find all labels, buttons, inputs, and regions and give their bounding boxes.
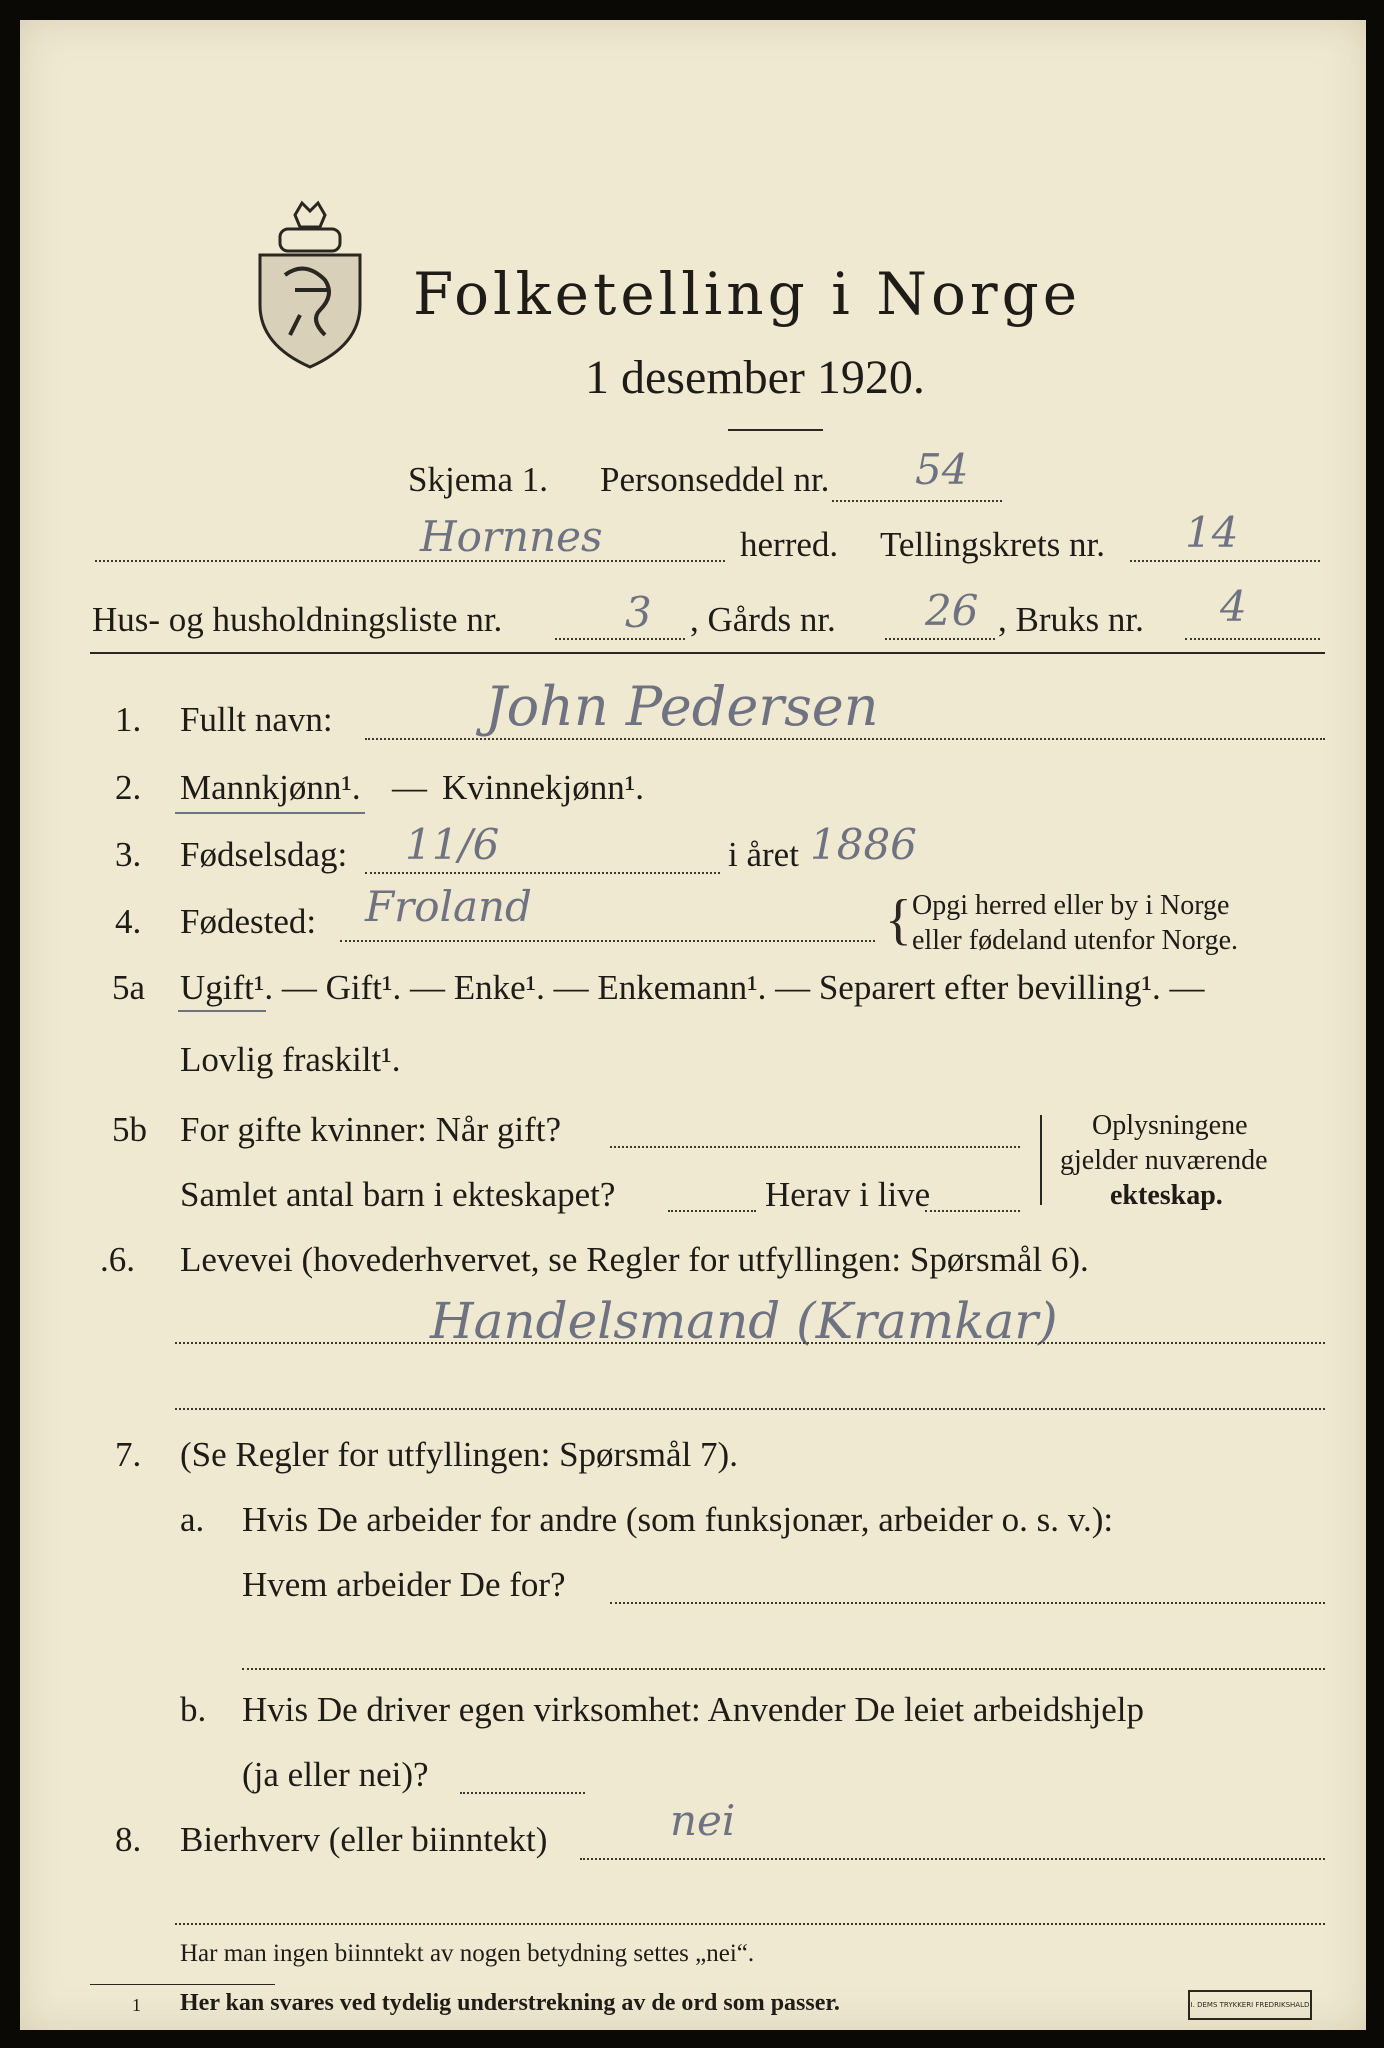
personseddel-value[interactable]: 54: [915, 445, 969, 494]
q3-year-label: i året: [728, 835, 799, 874]
q3-year-value[interactable]: 1886: [810, 820, 917, 869]
q2-dash: —: [392, 768, 427, 807]
q4-note-line1: Opgi herred eller by i Norge: [912, 890, 1230, 921]
gards-label: , Gårds nr.: [690, 600, 836, 639]
q5b-note-divider: [1040, 1115, 1042, 1205]
q1-label: Fullt navn:: [180, 700, 333, 739]
q5a-options-line1[interactable]: Ugift¹. — Gift¹. — Enke¹. — Enkemann¹. — Separert efter bevilling¹. —: [180, 968, 1205, 1007]
q7-label: (Se Regler for utfyllingen: Spørsmål 7).: [180, 1435, 738, 1474]
q7b-text: Hvis De driver egen virksomhet: Anvender De leiet arbeidshjelp: [242, 1690, 1144, 1729]
q4-brace: {: [885, 889, 912, 951]
footer-note: Har man ingen biinntekt av nogen betydning settes „nei“.: [180, 1940, 755, 1967]
hus-label: Hus- og husholdningsliste nr.: [92, 600, 503, 639]
q1-number: 1.: [115, 700, 142, 739]
skjema-label: Skjema 1.: [408, 460, 548, 499]
footnote-text: Her kan svares ved tydelig understrekning av de ord som passer.: [180, 1990, 840, 2016]
footer-rule: [90, 1984, 275, 1985]
title-divider: [728, 429, 823, 431]
q7a-question: Hvem arbeider De for?: [242, 1565, 566, 1604]
q4-note-line2: eller fødeland utenfor Norge.: [912, 925, 1239, 956]
q2-number: 2.: [115, 768, 142, 807]
q4-number: 4.: [115, 902, 142, 941]
q5b-note-line1: Oplysningene: [1092, 1110, 1248, 1141]
q7-number: 7.: [115, 1435, 142, 1474]
footnote-number: 1: [132, 1995, 141, 2015]
q7a-text: Hvis De arbeider for andre (som funksjonær, arbeider o. s. v.):: [242, 1500, 1114, 1539]
q8-number: 8.: [115, 1820, 142, 1859]
q5b-number: 5b: [112, 1110, 147, 1149]
hus-value[interactable]: 3: [625, 588, 652, 637]
q4-label: Fødested:: [180, 902, 317, 941]
q5b-note-line3: ekteskap.: [1110, 1180, 1223, 1211]
q6-occupation-value[interactable]: Handelsmand (Kramkar): [430, 1292, 1058, 1350]
q2-male-option[interactable]: Mannkjønn¹.: [180, 768, 361, 807]
header-separator: [90, 652, 1325, 654]
herred-value[interactable]: Hornnes: [420, 512, 603, 561]
q8-sideincome-value[interactable]: nei: [670, 1796, 736, 1845]
q5b-married-when: For gifte kvinner: Når gift?: [180, 1110, 562, 1149]
q6-number: .6.: [100, 1240, 135, 1279]
bruks-value[interactable]: 4: [1220, 582, 1247, 631]
census-form: [20, 20, 1366, 2030]
q7b-letter: b.: [180, 1690, 207, 1729]
bruks-label: , Bruks nr.: [998, 600, 1144, 639]
q7b-question: (ja eller nei)?: [242, 1755, 429, 1794]
herred-label: herred.: [740, 525, 839, 564]
q1-full-name-value[interactable]: John Pedersen: [485, 675, 879, 738]
q5a-number: 5a: [112, 968, 146, 1007]
tellingskrets-value[interactable]: 14: [1185, 508, 1239, 557]
q5b-children-total: Samlet antal barn i ekteskapet?: [180, 1175, 616, 1214]
q5b-note-line2: gjelder nuværende: [1060, 1145, 1268, 1176]
gards-value[interactable]: 26: [925, 586, 979, 635]
printer-stamp-text: I. DEMS TRYKKERI FREDRIKSHALD: [1190, 2001, 1310, 2009]
tellingskrets-label: Tellingskrets nr.: [880, 525, 1106, 564]
q7a-letter: a.: [180, 1500, 205, 1539]
printer-stamp: [1188, 1990, 1312, 2020]
census-date: 1 desember 1920.: [585, 351, 925, 404]
form-title: Folketelling i Norge: [413, 260, 1082, 328]
q2-female-option[interactable]: Kvinnekjønn¹.: [442, 768, 645, 807]
q5a-gift-underline: [178, 1010, 266, 1012]
q5b-children-alive: Herav i live: [765, 1175, 931, 1214]
q3-number: 3.: [115, 835, 142, 874]
q3-label: Fødselsdag:: [180, 835, 348, 874]
q6-label: Levevei (hovederhvervet, se Regler for utfyllingen: Spørsmål 6).: [180, 1240, 1089, 1279]
q4-birthplace-value[interactable]: Froland: [365, 882, 532, 931]
personseddel-label: Personseddel nr.: [600, 460, 830, 499]
q3-birthday-value[interactable]: 11/6: [405, 820, 500, 869]
coat-of-arms-icon: [250, 195, 370, 370]
q5a-options-line2[interactable]: Lovlig fraskilt¹.: [180, 1040, 401, 1079]
q8-label: Bierhverv (eller biinntekt): [180, 1820, 548, 1859]
q2-male-underline: [175, 812, 365, 814]
